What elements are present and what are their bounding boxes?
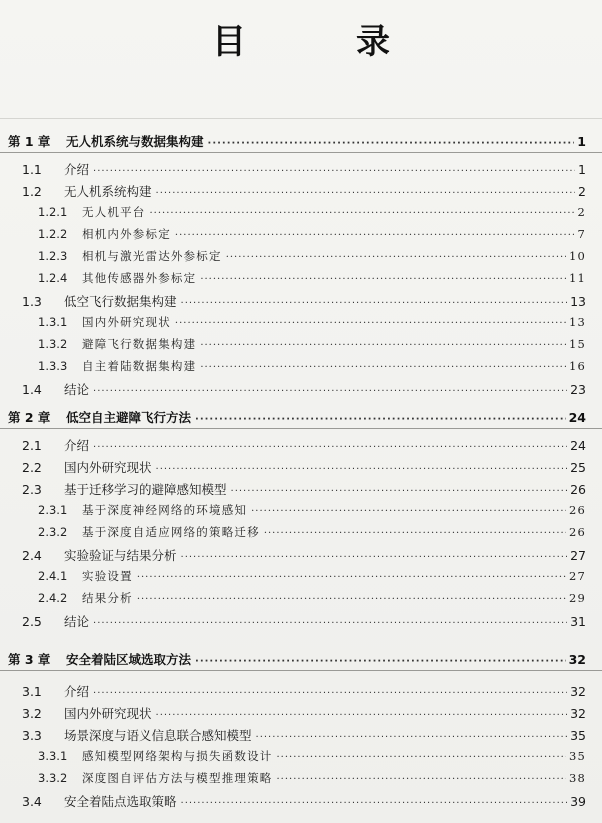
toc-entry-title: 介绍	[64, 162, 90, 177]
toc-entry-title: 自主着陆数据集构建	[82, 359, 197, 373]
toc-entry-section[interactable]	[22, 480, 586, 498]
toc-entry-sub[interactable]	[38, 270, 586, 286]
toc-entry-title: 基于迁移学习的避障感知模型	[64, 482, 227, 497]
toc-entry-page: 16	[568, 359, 586, 373]
toc-entry-page: 26	[568, 525, 586, 539]
toc-entry-page: 24	[570, 438, 586, 453]
toc-entry-number: 3.4	[22, 794, 42, 809]
dot-leader	[277, 774, 566, 785]
toc-entry-sub[interactable]	[38, 226, 586, 242]
dot-leader	[137, 594, 566, 605]
toc-entry-number: 1.4	[22, 382, 42, 397]
toc-entry-page: 38	[568, 771, 586, 785]
toc-entry-title: 介绍	[64, 684, 90, 699]
toc-entry-title: 相机与激光雷达外参标定	[82, 249, 222, 263]
dot-leader	[231, 486, 568, 497]
toc-entry-title: 实验验证与结果分析	[64, 548, 177, 563]
toc-entry-title: 国内外研究现状	[82, 315, 171, 329]
dot-leader	[93, 386, 567, 397]
toc-entry-sub[interactable]	[38, 524, 586, 540]
toc-entry-page: 1	[577, 134, 586, 149]
dot-leader	[150, 208, 575, 219]
toc-entry-chapter[interactable]	[8, 132, 586, 150]
toc-entry-number: 2.5	[22, 614, 42, 629]
toc-entry-number: 第 3 章	[8, 652, 51, 667]
dot-leader	[137, 572, 566, 583]
toc-entry-sub[interactable]	[38, 314, 586, 330]
toc-entry-sub[interactable]	[38, 502, 586, 518]
toc-entry-page: 26	[570, 482, 586, 497]
toc-entry-number: 2.3	[22, 482, 42, 497]
toc-entry-title: 结论	[64, 382, 90, 397]
toc-entry-title: 其他传感器外参标定	[82, 271, 197, 285]
toc-entry-page: 39	[570, 794, 586, 809]
toc-entry-sub[interactable]	[38, 590, 586, 606]
toc-entry-title: 结果分析	[82, 591, 133, 605]
dot-leader	[93, 166, 575, 177]
toc-entry-title: 场景深度与语义信息联合感知模型	[64, 728, 252, 743]
toc-entry-section[interactable]	[22, 292, 586, 310]
toc-entry-page: 13	[570, 294, 586, 309]
dot-leader	[200, 274, 566, 285]
toc-entry-page: 27	[568, 569, 586, 583]
toc-entry-number: 2.1	[22, 438, 42, 453]
toc-entry-page: 7	[577, 227, 586, 241]
toc-entry-title: 相机内外参标定	[82, 227, 171, 241]
toc-entry-title: 安全着陆区域选取方法	[66, 652, 192, 667]
dot-leader	[93, 688, 567, 699]
toc-entry-title: 安全着陆点选取策略	[64, 794, 177, 809]
dot-leader	[93, 618, 567, 629]
toc-entry-page: 2	[577, 205, 586, 219]
toc-entry-title: 基于深度神经网络的环境感知	[82, 503, 248, 517]
toc-entry-title: 避障飞行数据集构建	[82, 337, 197, 351]
toc-entry-page: 32	[570, 706, 586, 721]
toc-entry-number: 1.3.2	[38, 337, 68, 351]
toc-entry-section[interactable]	[22, 704, 586, 722]
toc-entry-number: 3.2	[22, 706, 42, 721]
toc-entry-number: 3.3.1	[38, 749, 68, 763]
toc-entry-page: 31	[570, 614, 586, 629]
toc-entry-number: 1.2	[22, 184, 42, 199]
toc-entry-title: 实验设置	[82, 569, 133, 583]
toc-entry-number: 1.2.2	[38, 227, 68, 241]
toc-entry-number: 3.3	[22, 728, 42, 743]
dot-leader	[181, 798, 568, 809]
toc-entry-page: 35	[568, 749, 586, 763]
toc-entry-page: 29	[568, 591, 586, 605]
toc-entry-title: 基于深度自适应网络的策略迁移	[82, 525, 260, 539]
toc-entry-page: 27	[570, 548, 586, 563]
toc-entry-page: 32	[568, 652, 586, 667]
toc-entry-section[interactable]	[22, 792, 586, 810]
toc-entry-page: 2	[578, 184, 586, 199]
toc-entry-page: 23	[570, 382, 586, 397]
toc-entry-page: 13	[568, 315, 586, 329]
toc-entry-title: 无人机系统构建	[64, 184, 152, 199]
toc-entry-title: 无人机系统与数据集构建	[66, 134, 204, 149]
toc-entry-section[interactable]	[22, 380, 586, 398]
toc-entry-sub[interactable]	[38, 358, 586, 374]
toc-entry-title: 深度图自评估方法与模型推理策略	[82, 771, 273, 785]
toc-entry-section[interactable]	[22, 458, 586, 476]
toc-entry-section[interactable]	[22, 546, 586, 564]
toc-entry-title: 低空飞行数据集构建	[64, 294, 177, 309]
chapter-divider	[0, 428, 602, 429]
dot-leader	[175, 318, 566, 329]
dot-leader	[181, 552, 568, 563]
dot-leader	[195, 414, 566, 425]
top-divider	[0, 118, 602, 119]
dot-leader	[277, 752, 566, 763]
toc-entry-number: 2.3.2	[38, 525, 68, 539]
toc-entry-number: 1.2.3	[38, 249, 68, 263]
dot-leader	[200, 362, 566, 373]
toc-entry-page: 24	[568, 410, 586, 425]
toc-entry-chapter[interactable]	[8, 408, 586, 426]
toc-entry-title: 国内外研究现状	[64, 460, 152, 475]
toc-entry-page: 1	[578, 162, 586, 177]
page-title: 目 录	[212, 22, 428, 62]
toc-entry-sub[interactable]	[38, 568, 586, 584]
toc-entry-page: 35	[570, 728, 586, 743]
toc-entry-section[interactable]	[22, 436, 586, 454]
toc-entry-sub[interactable]	[38, 248, 586, 264]
toc-entry-section[interactable]	[22, 182, 586, 200]
toc-entry-number: 1.3	[22, 294, 42, 309]
toc-entry-number: 2.3.1	[38, 503, 68, 517]
toc-entry-number: 1.3.1	[38, 315, 68, 329]
toc-entry-sub[interactable]	[38, 204, 586, 220]
toc-entry-title: 低空自主避障飞行方法	[66, 410, 192, 425]
toc-entry-number: 第 2 章	[8, 410, 51, 425]
dot-leader	[156, 188, 576, 199]
dot-leader	[264, 528, 566, 539]
dot-leader	[156, 464, 568, 475]
toc-entry-number: 3.3.2	[38, 771, 68, 785]
toc-entry-number: 2.4.1	[38, 569, 68, 583]
toc-entry-page: 10	[568, 249, 586, 263]
toc-entry-number: 1.2.4	[38, 271, 68, 285]
toc-entry-page: 15	[568, 337, 586, 351]
toc-entry-number: 2.4.2	[38, 591, 68, 605]
toc-entry-title: 结论	[64, 614, 90, 629]
dot-leader	[256, 732, 568, 743]
toc-entry-title: 国内外研究现状	[64, 706, 152, 721]
toc-entry-sub[interactable]	[38, 748, 586, 764]
toc-entry-sub[interactable]	[38, 770, 586, 786]
dot-leader	[200, 340, 566, 351]
dot-leader	[181, 298, 568, 309]
dot-leader	[156, 710, 568, 721]
toc-entry-title: 感知模型网络架构与损失函数设计	[82, 749, 273, 763]
toc-entry-number: 1.1	[22, 162, 42, 177]
toc-entry-number: 3.1	[22, 684, 42, 699]
toc-entry-chapter[interactable]	[8, 650, 586, 668]
dot-leader	[175, 230, 575, 241]
toc-entry-number: 1.3.3	[38, 359, 68, 373]
toc-entry-number: 2.4	[22, 548, 42, 563]
dot-leader	[195, 656, 566, 667]
toc-entry-page: 11	[568, 271, 586, 285]
toc-entry-page: 25	[570, 460, 586, 475]
toc-entry-sub[interactable]	[38, 336, 586, 352]
dot-leader	[226, 252, 566, 263]
toc-entry-section[interactable]	[22, 612, 586, 630]
toc-entry-number: 2.2	[22, 460, 42, 475]
toc-entry-title: 无人机平台	[82, 205, 146, 219]
dot-leader	[208, 138, 575, 149]
chapter-divider	[0, 152, 602, 153]
toc-entry-page: 32	[570, 684, 586, 699]
toc-entry-page: 26	[568, 503, 586, 517]
toc-entry-section[interactable]	[22, 682, 586, 700]
toc-entry-section[interactable]	[22, 726, 586, 744]
toc-entry-number: 第 1 章	[8, 134, 51, 149]
chapter-divider	[0, 670, 602, 671]
dot-leader	[251, 506, 566, 517]
toc-entry-section[interactable]	[22, 160, 586, 178]
toc-entry-title: 介绍	[64, 438, 90, 453]
toc-entry-number: 1.2.1	[38, 205, 68, 219]
dot-leader	[93, 442, 567, 453]
